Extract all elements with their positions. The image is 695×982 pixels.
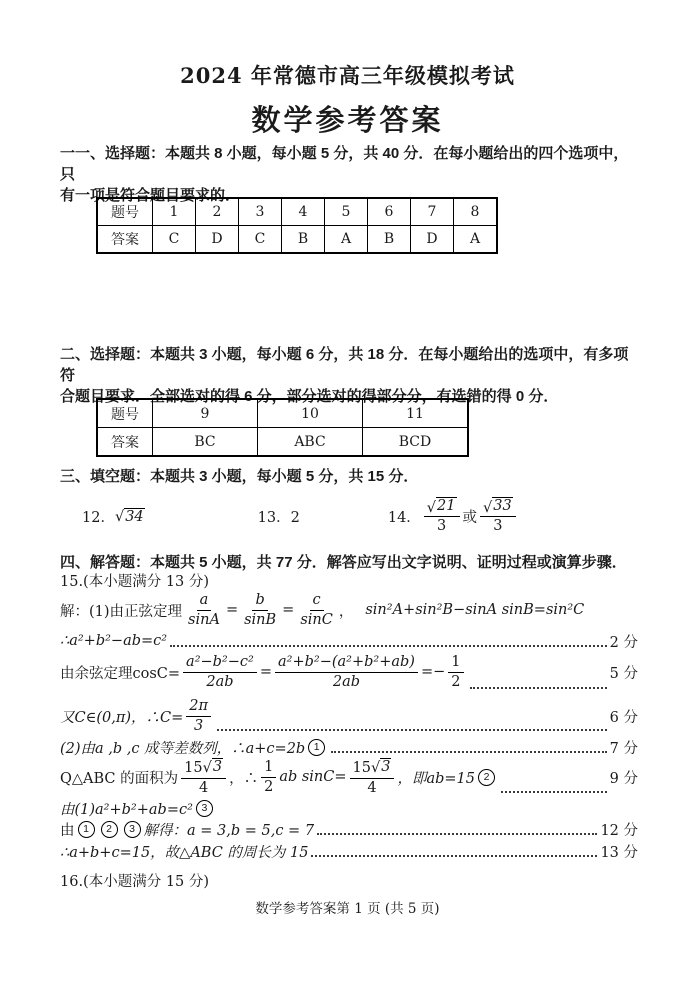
answer-cell: C xyxy=(239,226,282,254)
answer-cell: D xyxy=(196,226,239,254)
q15-solution-line-6 xyxy=(60,756,638,798)
dotted-leader xyxy=(501,791,607,793)
line-text: 由 xyxy=(60,822,75,839)
table-row xyxy=(97,226,497,254)
answer-cell: A xyxy=(325,226,368,254)
section4-heading: 四、解答题：本题共 5 小题，共 77 分．解答应写出文字说明、证明过程或演算步骤． xyxy=(60,554,627,571)
q16-title: 16.(本小题满分 15 分) xyxy=(60,874,210,890)
radical-sign: √ xyxy=(483,499,493,516)
answer-cell: BCD xyxy=(363,428,469,457)
comma: ， xyxy=(338,603,354,620)
line-text: ，∴ xyxy=(229,770,259,787)
question-number: 2 xyxy=(196,198,239,226)
score-mark: 12 分 xyxy=(600,822,638,839)
question-number: 6 xyxy=(368,198,411,226)
fraction-cosC-2: $\frac{\text{a²+b²−(a²+b²+ab)}}{2ab}$ xyxy=(275,654,418,690)
equals-sign: = xyxy=(225,602,239,618)
section2-heading-line1: 二、选择题：本题共 3 小题，每小题 6 分，共 18 分．在每小题给出的选项中，有多项符 xyxy=(60,346,629,384)
answer-12-label: 12． xyxy=(82,509,115,526)
section2-heading-line2: 合题目要求．全部选对的得 6 分，部分选对的得部分分，有选错的得 0 分． xyxy=(60,388,559,405)
q15-solution-line-5 xyxy=(60,736,638,758)
sqrt-34 xyxy=(115,508,145,525)
section3-heading: 三、填空题：本题共 3 小题，每小题 5 分，共 15 分． xyxy=(60,468,419,485)
circled-number-2: 2 xyxy=(101,821,118,838)
line-text: Q△ABC 的面积为 xyxy=(60,770,179,787)
answer-cell: B xyxy=(282,226,325,254)
exam-title: 2024 年常德市高三年级模拟考试 xyxy=(180,63,515,88)
dotted-leader xyxy=(317,833,597,835)
line-text: ∴a²+b²−ab=c² xyxy=(60,633,168,649)
section1-heading-line1: 一一、选择题：本题共 8 小题，每小题 5 分，共 40 分．在每小题给出的四个选项中，只 xyxy=(60,145,629,183)
denominator: 3 xyxy=(437,518,447,534)
fraction-15sqrt3-over-4: 15 √ 3 4 xyxy=(350,758,395,797)
answer-label: 答案 xyxy=(97,428,153,457)
question-number-label: 题号 xyxy=(97,399,153,428)
radicand: 21 xyxy=(437,498,456,515)
score-mark: 2 分 xyxy=(609,634,638,651)
q15-solution-line-9 xyxy=(60,840,638,862)
question-number: 10 xyxy=(258,399,363,428)
radicand: 33 xyxy=(493,498,512,515)
line-text: ，即ab=15 xyxy=(397,770,475,787)
line-text: 解：(1)由正弦定理 xyxy=(60,603,183,620)
dotted-leader xyxy=(311,855,597,857)
line-text: 又C∈(0,π)，∴C= xyxy=(60,709,184,726)
answer-cell: D xyxy=(411,226,454,254)
q15-title: 15.(本小题满分 13 分) xyxy=(60,574,210,590)
question-number: 5 xyxy=(325,198,368,226)
line-text: ∴a+b+c=15，故△ABC 的周长为 15 xyxy=(60,844,309,861)
question-number-label: 题号 xyxy=(97,198,153,226)
q15-solution-line-1 xyxy=(60,590,638,630)
single-choice-answer-table xyxy=(96,197,498,254)
fraction-one-half: $\frac{1}{2}$ xyxy=(261,759,276,795)
circled-number-1: 1 xyxy=(78,821,95,838)
answer-14-label: 14． xyxy=(387,509,421,526)
equals-sign: = xyxy=(259,664,272,680)
answer-key-title: 数学参考答案 xyxy=(251,103,444,137)
fraction-2pi-over-3: $\frac{2\pi}{3}$ xyxy=(186,698,211,734)
answer-cell: B xyxy=(368,226,411,254)
line-text: 由(1)a²+b²+ab=c² xyxy=(60,801,193,818)
score-mark: 6 分 xyxy=(609,709,638,726)
question-number: 9 xyxy=(153,399,258,428)
score-mark: 7 分 xyxy=(609,740,638,757)
multi-choice-answer-table xyxy=(96,398,469,457)
question-number: 3 xyxy=(239,198,282,226)
fraction-c-over-sinC: $\frac{c}{\sin C}$ xyxy=(300,591,333,628)
dotted-leader xyxy=(170,645,607,647)
table-row xyxy=(97,428,468,457)
equals-sign: = xyxy=(282,602,295,618)
score-mark: 9 分 xyxy=(609,770,638,787)
denominator: 3 xyxy=(493,518,503,534)
q15-solution-line-3 xyxy=(60,650,638,694)
line-text: 解得：a = 3,b = 5,c = 7 xyxy=(143,822,315,839)
answer-cell: C xyxy=(153,226,196,254)
radical-sign: √ xyxy=(426,499,437,516)
dotted-leader xyxy=(217,729,607,731)
answer-cell: A xyxy=(454,226,498,254)
line-text: 由余弦定理cosC= xyxy=(60,665,181,682)
question-number: 8 xyxy=(454,198,498,226)
table-row xyxy=(97,198,497,226)
answer-13: 13．2 xyxy=(257,509,300,526)
q15-solution-line-4 xyxy=(60,696,638,736)
circled-number-2: 2 xyxy=(478,769,495,786)
line-text: ab sinC= xyxy=(279,769,347,785)
fraction-sqrt21-over-3 xyxy=(424,497,460,534)
section1-heading-line2: 有一项是符合题目要求的． xyxy=(60,187,241,204)
circled-number-3: 3 xyxy=(124,821,141,838)
fraction-one-half: $\frac{1}{2}$ xyxy=(448,654,463,690)
question-number: 4 xyxy=(282,198,325,226)
fraction-a-over-sinA: $\frac{a}{\sin A}$ xyxy=(188,591,220,628)
page-footer: 数学参考答案第 1 页 (共 5 页) xyxy=(255,901,440,917)
circled-number-1: 1 xyxy=(308,739,325,756)
radicand: 34 xyxy=(125,508,144,525)
q15-solution-line-8 xyxy=(60,818,638,840)
fraction-b-over-sinB: $\frac{b}{\sin B}$ xyxy=(244,591,277,628)
question-number: 7 xyxy=(411,198,454,226)
equals-minus-sign: =− xyxy=(420,664,446,680)
q15-solution-line-7 xyxy=(60,796,638,820)
or-text: 或 xyxy=(462,509,477,526)
dotted-leader xyxy=(470,687,607,689)
fill-in-answers-row xyxy=(60,492,638,540)
fraction-cosC-1: $\frac{\text{a²−b²−c²}}{2ab}$ xyxy=(183,654,257,690)
score-mark: 13 分 xyxy=(600,844,638,861)
circled-number-3: 3 xyxy=(196,800,213,817)
answer-cell: BC xyxy=(153,428,258,457)
question-number: 11 xyxy=(363,399,469,428)
score-mark: 5 分 xyxy=(609,665,638,682)
table-row xyxy=(97,399,468,428)
radical-sign: √ xyxy=(114,509,125,525)
line-text: (2)由a ,b ,c 成等差数列，∴a+c=2b xyxy=(60,740,306,757)
question-number: 1 xyxy=(153,198,196,226)
fraction-sqrt33-over-3 xyxy=(480,497,516,534)
answer-label: 答案 xyxy=(97,226,153,254)
sine-identity: sin²A+sin²B−sinA sinB=sin²C xyxy=(365,602,585,618)
q15-solution-line-2 xyxy=(60,630,638,652)
answer-cell: ABC xyxy=(258,428,363,457)
fraction-15sqrt3-over-4: 15 √ 3 4 xyxy=(181,758,226,797)
dotted-leader xyxy=(331,751,606,753)
